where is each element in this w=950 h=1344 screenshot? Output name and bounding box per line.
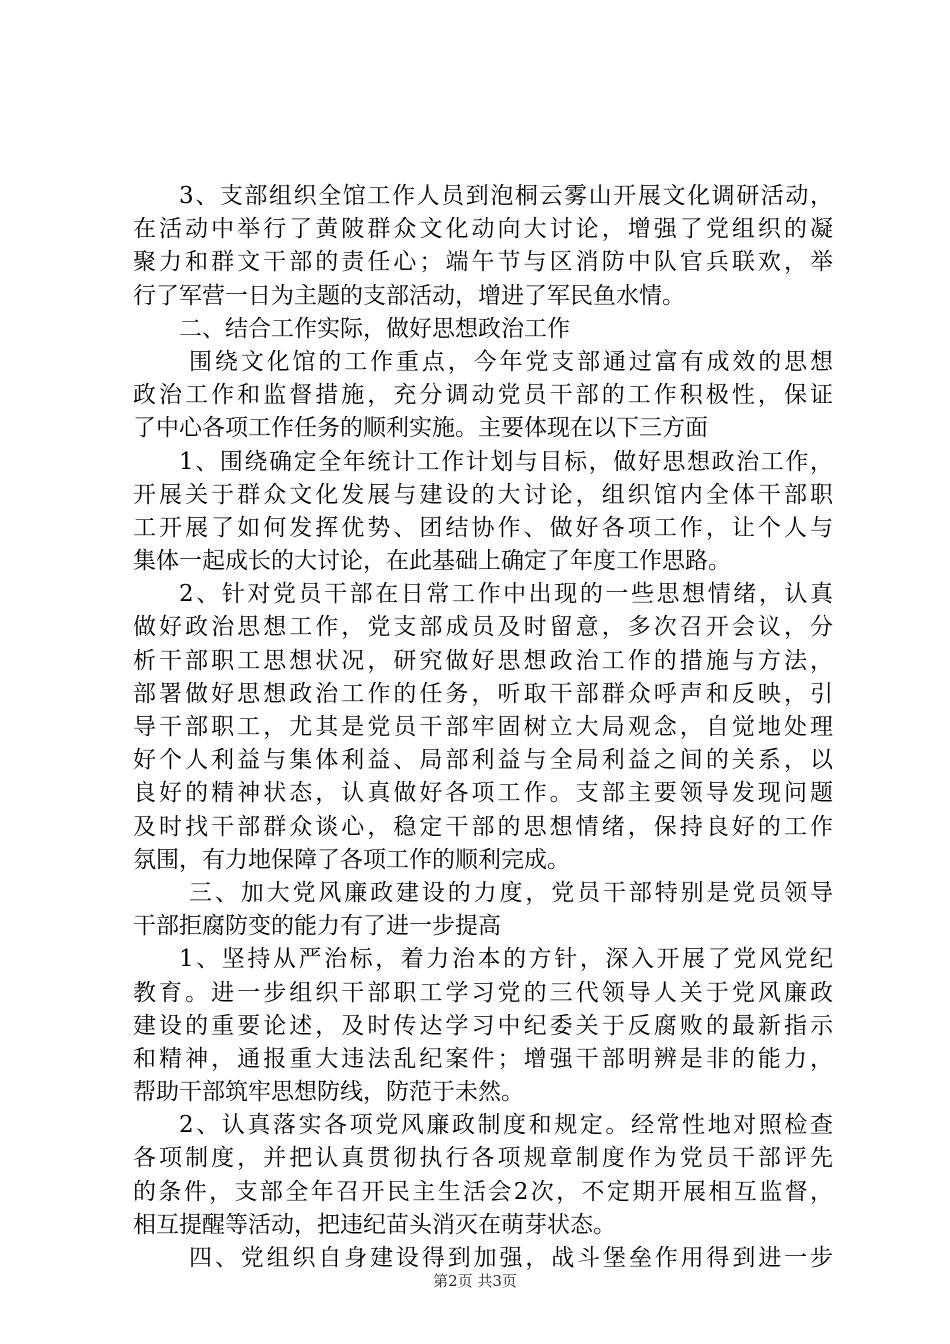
paragraph-line: 析干部职工思想状况，研究做好思想政治工作的措施与方法， (133, 647, 833, 674)
paragraph-line: 聚力和群文干部的责任心；端午节与区消防中队官兵联欢，举 (133, 249, 833, 276)
paragraph-line: 的条件，支部全年召开民主生活会2次，不定期开展相互监督， (133, 1178, 833, 1205)
paragraph-line: 良好的精神状态，认真做好各项工作。支部主要领导发现问题 (133, 780, 833, 807)
paragraph-line: 各项制度，并把认真贯彻执行各项规章制度作为党员干部评先 (133, 1145, 833, 1172)
paragraph-line: 2、针对党员干部在日常工作中出现的一些思想情绪，认真 (179, 581, 833, 608)
paragraph-line: 做好政治思想工作，党支部成员及时留意，多次召开会议，分 (133, 614, 833, 641)
paragraph-line: 建设的重要论述，及时传达学习中纪委关于反腐败的最新指示 (133, 1012, 833, 1039)
paragraph-line: 3、支部组织全馆工作人员到泡桐云雾山开展文化调研活动， (179, 183, 833, 209)
paragraph-line: 围绕文化馆的工作重点，今年党支部通过富有成效的思想 (189, 348, 833, 375)
section-heading: 二、结合工作实际，做好思想政治工作 (179, 315, 570, 342)
paragraph-line: 氛围，有力地保障了各项工作的顺利完成。 (133, 846, 570, 873)
section-heading: 四、党组织自身建设得到加强，战斗堡垒作用得到进一步 (189, 1245, 833, 1271)
paragraph-line: 2、认真落实各项党风廉政制度和规定。经常性地对照检查 (179, 1112, 833, 1139)
paragraph-line: 部署做好思想政治工作的任务，听取干部群众呼声和反映，引 (133, 680, 833, 707)
paragraph-line: 1、围绕确定全年统计工作计划与目标，做好思想政治工作， (179, 448, 833, 475)
paragraph-line: 相互提醒等活动，把违纪苗头消灭在萌芽状态。 (133, 1211, 616, 1238)
paragraph-line: 和精神，通报重大违法乱纪案件；增强干部明辨是非的能力， (133, 1045, 833, 1072)
section-heading: 三、加大党风廉政建设的力度，党员干部特别是党员领导 (189, 879, 833, 906)
paragraph-line: 政治工作和监督措施，充分调动党员干部的工作积极性，保证 (133, 382, 833, 409)
paragraph-line: 1、坚持从严治标，着力治本的方针，深入开展了党风党纪 (179, 946, 833, 973)
paragraph-line: 了中心各项工作任务的顺利实施。主要体现在以下三方面 (133, 415, 708, 442)
paragraph-line: 教育。进一步组织干部职工学习党的三代领导人关于党风廉政 (133, 979, 833, 1006)
paragraph-line: 好个人利益与集体利益、局部利益与全局利益之间的关系，以 (133, 747, 833, 774)
document-body (133, 180, 833, 1275)
paragraph-line: 帮助干部筑牢思想防线，防范于未然。 (133, 1079, 524, 1106)
paragraph-line: 行了军营一日为主题的支部活动，增进了军民鱼水情。 (133, 282, 685, 309)
paragraph-line: 集体一起成长的大讨论，在此基础上确定了年度工作思路。 (133, 548, 731, 575)
paragraph-line: 及时找干部群众谈心，稳定干部的思想情绪，保持良好的工作 (133, 813, 833, 840)
paragraph-line: 工开展了如何发挥优势、团结协作、做好各项工作，让个人与 (133, 514, 833, 541)
section-heading: 干部拒腐防变的能力有了进一步提高 (133, 913, 501, 940)
paragraph-line: 开展关于群众文化发展与建设的大讨论，组织馆内全体干部职 (133, 481, 833, 508)
paragraph-line: 导干部职工，尤其是党员干部牢固树立大局观念，自觉地处理 (133, 714, 833, 740)
page-number-footer: 第2页 共3页 (433, 1272, 517, 1290)
paragraph-line: 在活动中举行了黄陂群众文化动向大讨论，增强了党组织的凝 (133, 216, 833, 243)
